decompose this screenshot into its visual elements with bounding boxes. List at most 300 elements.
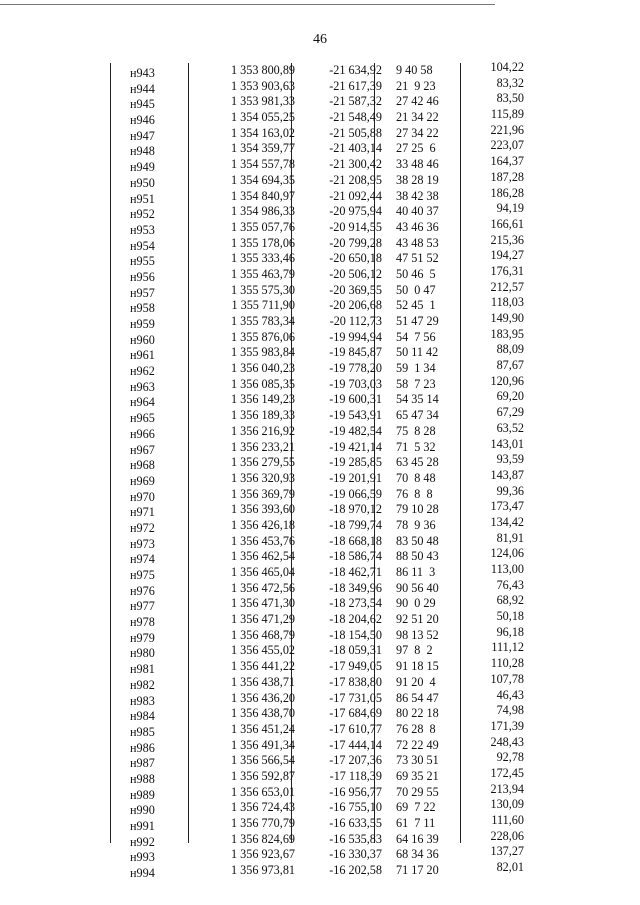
point-id: н971 <box>130 505 155 520</box>
segment-length: 107,78 <box>490 671 524 686</box>
y-coordinate: -17 731,05 <box>329 690 382 705</box>
x-coordinate: 1 356 462,54 <box>231 549 295 564</box>
x-coordinate: 1 356 465,04 <box>231 565 295 579</box>
table-row <box>110 765 530 786</box>
x-coordinate: 1 356 441,22 <box>231 659 295 674</box>
point-id: н979 <box>130 630 155 645</box>
x-coordinate: 1 354 986,33 <box>231 204 295 219</box>
y-coordinate: -21 587,32 <box>329 94 382 109</box>
y-coordinate: -19 994,94 <box>329 329 382 344</box>
page-number: 46 <box>313 32 327 47</box>
y-coordinate: -17 838,80 <box>329 674 382 689</box>
segment-length: 68,92 <box>496 593 524 608</box>
y-coordinate: -19 600,31 <box>329 392 382 407</box>
y-coordinate: -17 118,39 <box>329 768 382 783</box>
direction-angle: 61 7 11 <box>396 816 436 830</box>
direction-angle: 78 9 36 <box>396 517 436 532</box>
y-coordinate: -18 273,54 <box>329 596 382 611</box>
table-row <box>110 420 530 441</box>
direction-angle: 27 42 46 <box>396 94 439 109</box>
direction-angle: 91 20 4 <box>396 674 436 689</box>
segment-length: 187,28 <box>490 169 524 184</box>
segment-length: 149,90 <box>490 311 524 325</box>
x-coordinate: 1 354 055,25 <box>231 110 295 125</box>
x-coordinate: 1 356 653,01 <box>231 784 295 799</box>
x-coordinate: 1 355 463,79 <box>231 266 295 281</box>
direction-angle: 9 40 58 <box>396 63 433 77</box>
segment-length: 82,01 <box>496 860 524 875</box>
y-coordinate: -21 617,39 <box>329 78 382 93</box>
y-coordinate: -18 059,31 <box>329 643 382 658</box>
direction-angle: 73 30 51 <box>396 753 439 768</box>
x-coordinate: 1 356 438,71 <box>231 674 295 689</box>
segment-length: 113,00 <box>490 562 524 576</box>
x-coordinate: 1 355 783,34 <box>231 314 295 328</box>
point-id: н992 <box>130 834 155 849</box>
x-coordinate: 1 356 491,34 <box>231 737 295 752</box>
point-id: н959 <box>130 317 155 331</box>
point-id: н943 <box>130 66 155 80</box>
segment-length: 183,95 <box>490 326 524 341</box>
x-coordinate: 1 354 694,35 <box>231 172 295 187</box>
segment-length: 94,19 <box>496 201 524 216</box>
point-id: н955 <box>130 254 155 269</box>
y-coordinate: -21 208,95 <box>329 172 382 187</box>
direction-angle: 97 8 2 <box>396 643 433 658</box>
table-row <box>110 797 530 818</box>
direction-angle: 43 46 36 <box>396 219 439 234</box>
point-id: н986 <box>130 740 155 755</box>
point-id: н983 <box>130 693 155 708</box>
segment-length: 228,06 <box>490 828 524 843</box>
table-row <box>110 373 530 394</box>
segment-length: 74,98 <box>496 703 524 718</box>
y-coordinate: -21 092,44 <box>329 188 382 203</box>
table-row <box>110 185 530 206</box>
point-id: н967 <box>130 442 155 457</box>
y-coordinate: -18 349,96 <box>329 580 382 595</box>
segment-length: 143,87 <box>490 467 524 482</box>
x-coordinate: 1 355 333,46 <box>231 251 295 266</box>
y-coordinate: -17 207,36 <box>329 753 382 768</box>
y-coordinate: -16 633,55 <box>329 816 382 830</box>
segment-length: 99,36 <box>496 483 524 498</box>
table-row <box>110 154 530 175</box>
point-id: н962 <box>130 364 155 379</box>
table-row <box>110 593 530 614</box>
point-id: н944 <box>130 81 155 96</box>
direction-angle: 50 46 5 <box>396 266 436 281</box>
direction-angle: 76 8 8 <box>396 486 433 501</box>
point-id: н988 <box>130 771 155 786</box>
y-coordinate: -19 845,87 <box>329 345 382 360</box>
x-coordinate: 1 356 468,79 <box>231 627 295 642</box>
x-coordinate: 1 356 426,18 <box>231 517 295 532</box>
y-coordinate: -21 505,88 <box>329 125 382 140</box>
direction-angle: 38 42 38 <box>396 188 439 203</box>
table-row <box>110 326 530 347</box>
table-row <box>110 342 530 363</box>
y-coordinate: -18 799,74 <box>329 517 382 532</box>
point-id: н947 <box>130 128 155 143</box>
point-id: н957 <box>130 285 155 300</box>
x-coordinate: 1 356 724,43 <box>231 800 295 815</box>
direction-angle: 90 56 40 <box>396 580 439 595</box>
x-coordinate: 1 356 770,79 <box>231 816 295 830</box>
table-row <box>110 577 530 598</box>
y-coordinate: -17 610,77 <box>329 721 382 736</box>
y-coordinate: -16 755,10 <box>329 800 382 815</box>
direction-angle: 70 29 55 <box>396 784 439 799</box>
segment-length: 92,78 <box>496 750 524 765</box>
table-row <box>110 781 530 802</box>
point-id: н994 <box>130 866 155 881</box>
direction-angle: 59 1 34 <box>396 361 436 376</box>
point-id: н966 <box>130 426 155 441</box>
point-id: н952 <box>130 207 155 222</box>
segment-length: 186,28 <box>490 185 524 200</box>
x-coordinate: 1 356 436,20 <box>231 690 295 705</box>
segment-length: 81,91 <box>496 530 524 545</box>
table-row <box>110 216 530 237</box>
y-coordinate: -16 202,58 <box>329 863 382 878</box>
x-coordinate: 1 355 711,90 <box>231 298 295 313</box>
table-row <box>110 546 530 567</box>
x-coordinate: 1 356 973,81 <box>231 863 295 878</box>
table-row <box>110 499 530 520</box>
x-coordinate: 1 356 320,93 <box>231 470 295 485</box>
x-coordinate: 1 356 369,79 <box>231 486 295 501</box>
point-id: н969 <box>130 473 155 488</box>
point-id: н965 <box>130 411 155 426</box>
direction-angle: 52 45 1 <box>396 298 436 313</box>
segment-length: 118,03 <box>490 295 524 310</box>
segment-length: 46,43 <box>496 687 524 702</box>
y-coordinate: -16 330,37 <box>329 847 382 862</box>
direction-angle: 88 50 43 <box>396 549 439 564</box>
point-id: н972 <box>130 520 155 535</box>
y-coordinate: -19 201,91 <box>329 470 382 485</box>
direction-angle: 98 13 52 <box>396 627 439 642</box>
point-id: н960 <box>130 332 155 347</box>
segment-length: 110,28 <box>490 656 524 671</box>
direction-angle: 65 47 34 <box>396 408 439 423</box>
direction-angle: 92 51 20 <box>396 612 439 627</box>
table-row <box>110 75 530 96</box>
direction-angle: 83 50 48 <box>396 533 439 548</box>
point-id: н953 <box>130 222 155 237</box>
point-id: н975 <box>130 568 155 582</box>
y-coordinate: -18 154,50 <box>329 627 382 642</box>
x-coordinate: 1 356 438,70 <box>231 706 295 721</box>
segment-length: 63,52 <box>496 420 524 435</box>
segment-length: 69,20 <box>496 389 524 404</box>
direction-angle: 38 28 19 <box>396 172 439 187</box>
table-row <box>110 844 530 865</box>
x-coordinate: 1 356 279,55 <box>231 455 295 470</box>
table-row <box>110 813 530 833</box>
point-id: н990 <box>130 803 155 818</box>
table-row <box>110 656 530 677</box>
y-coordinate: -21 548,49 <box>329 110 382 125</box>
direction-angle: 79 10 28 <box>396 502 439 517</box>
x-coordinate: 1 355 575,30 <box>231 282 295 297</box>
segment-length: 173,47 <box>490 499 524 514</box>
y-coordinate: -17 949,05 <box>329 659 382 674</box>
y-coordinate: -19 778,20 <box>329 361 382 376</box>
table-row <box>110 640 530 661</box>
direction-angle: 54 35 14 <box>396 392 439 407</box>
direction-angle: 75 8 28 <box>396 423 436 438</box>
y-coordinate: -17 444,14 <box>329 737 382 752</box>
direction-angle: 40 40 37 <box>396 204 439 219</box>
direction-angle: 69 7 22 <box>396 800 436 815</box>
point-id: н980 <box>130 646 155 661</box>
table-row <box>110 358 530 379</box>
y-coordinate: -18 462,71 <box>329 565 382 579</box>
point-id: н954 <box>130 238 155 253</box>
y-coordinate: -18 586,74 <box>329 549 382 564</box>
table-row <box>110 279 530 300</box>
y-coordinate: -21 403,14 <box>329 141 382 156</box>
x-coordinate: 1 356 085,35 <box>231 376 295 391</box>
segment-length: 104,22 <box>490 60 524 74</box>
table-row <box>110 60 530 80</box>
direction-angle: 21 9 23 <box>396 78 436 93</box>
table-row <box>110 436 530 457</box>
direction-angle: 91 18 15 <box>396 659 439 674</box>
x-coordinate: 1 356 566,54 <box>231 753 295 768</box>
point-id: н958 <box>130 301 155 316</box>
segment-length: 115,89 <box>490 107 524 122</box>
point-id: н978 <box>130 615 155 630</box>
point-id: н984 <box>130 709 155 724</box>
x-coordinate: 1 356 824,69 <box>231 831 295 846</box>
segment-length: 164,37 <box>490 154 524 169</box>
x-coordinate: 1 356 455,02 <box>231 643 295 658</box>
y-coordinate: -17 684,69 <box>329 706 382 721</box>
x-coordinate: 1 356 149,23 <box>231 392 295 407</box>
x-coordinate: 1 356 233,21 <box>231 439 295 454</box>
x-coordinate: 1 355 178,06 <box>231 235 295 250</box>
x-coordinate: 1 354 840,97 <box>231 188 295 203</box>
table-row <box>110 201 530 222</box>
table-row <box>110 860 530 881</box>
direction-angle: 69 35 21 <box>396 768 439 783</box>
table-row <box>110 703 530 724</box>
direction-angle: 21 34 22 <box>396 110 439 125</box>
table-row <box>110 750 530 771</box>
table-row <box>110 483 530 504</box>
point-id: н964 <box>130 395 155 410</box>
y-coordinate: -21 634,92 <box>329 63 382 77</box>
y-coordinate: -19 285,85 <box>329 455 382 470</box>
segment-length: 212,57 <box>490 279 524 294</box>
x-coordinate: 1 356 453,76 <box>231 533 295 548</box>
x-coordinate: 1 356 216,92 <box>231 423 295 438</box>
point-id: н974 <box>130 552 155 567</box>
segment-length: 124,06 <box>490 546 524 561</box>
point-id: н951 <box>130 191 155 206</box>
y-coordinate: -19 421,14 <box>329 439 382 454</box>
point-id: н993 <box>130 850 155 865</box>
y-coordinate: -18 970,12 <box>329 502 382 517</box>
coordinates-table <box>110 60 530 881</box>
point-id: н970 <box>130 489 155 504</box>
segment-length: 223,07 <box>490 138 524 153</box>
y-coordinate: -20 112,73 <box>329 314 382 328</box>
y-coordinate: -20 650,18 <box>329 251 382 266</box>
y-coordinate: -19 543,91 <box>329 408 382 423</box>
x-coordinate: 1 353 981,33 <box>231 94 295 109</box>
segment-length: 130,09 <box>490 797 524 812</box>
y-coordinate: -20 914,55 <box>329 219 382 234</box>
y-coordinate: -20 206,68 <box>329 298 382 313</box>
x-coordinate: 1 355 057,76 <box>231 219 295 234</box>
y-coordinate: -21 300,42 <box>329 157 382 172</box>
table-row <box>110 122 530 143</box>
segment-length: 143,01 <box>490 436 524 451</box>
direction-angle: 90 0 29 <box>396 596 436 611</box>
y-coordinate: -19 482,54 <box>329 423 382 438</box>
table-row <box>110 91 530 112</box>
x-coordinate: 1 356 592,87 <box>231 768 295 783</box>
direction-angle: 58 7 23 <box>396 376 436 391</box>
x-coordinate: 1 356 393,60 <box>231 502 295 517</box>
direction-angle: 76 28 8 <box>396 721 436 736</box>
point-id: н982 <box>130 677 155 692</box>
x-coordinate: 1 356 451,24 <box>231 721 295 736</box>
segment-length: 88,09 <box>496 342 524 357</box>
table-row <box>110 138 530 159</box>
direction-angle: 86 11 3 <box>396 565 436 579</box>
table-row <box>110 295 530 316</box>
point-id: н981 <box>130 662 155 677</box>
table-row <box>110 687 530 708</box>
x-coordinate: 1 353 903,63 <box>231 78 295 93</box>
direction-angle: 80 22 18 <box>396 706 439 721</box>
segment-length: 248,43 <box>490 734 524 749</box>
table-row <box>110 609 530 630</box>
y-coordinate: -16 535,83 <box>329 831 382 846</box>
direction-angle: 68 34 36 <box>396 847 439 862</box>
x-coordinate: 1 356 189,33 <box>231 408 295 423</box>
point-id: н950 <box>130 175 155 190</box>
point-id: н976 <box>130 583 155 598</box>
table-row <box>110 671 530 692</box>
x-coordinate: 1 354 557,78 <box>231 157 295 172</box>
x-coordinate: 1 354 163,02 <box>231 125 295 140</box>
x-coordinate: 1 355 876,06 <box>231 329 295 344</box>
table-row <box>110 311 530 331</box>
point-id: н949 <box>130 160 155 175</box>
y-coordinate: -20 369,55 <box>329 282 382 297</box>
direction-angle: 47 51 52 <box>396 251 439 266</box>
segment-length: 194,27 <box>490 248 524 263</box>
table-row <box>110 389 530 410</box>
x-coordinate: 1 354 359,77 <box>231 141 295 156</box>
point-id: н987 <box>130 756 155 771</box>
segment-length: 111,12 <box>491 640 524 655</box>
point-id: н945 <box>130 97 155 112</box>
direction-angle: 50 11 42 <box>396 345 439 360</box>
point-id: н968 <box>130 458 155 473</box>
table-row <box>110 232 530 253</box>
table-row <box>110 530 530 551</box>
x-coordinate: 1 356 923,67 <box>231 847 295 862</box>
direction-angle: 51 47 29 <box>396 314 439 328</box>
point-id: н956 <box>130 269 155 284</box>
direction-angle: 50 0 47 <box>396 282 436 297</box>
segment-length: 172,45 <box>490 765 524 780</box>
y-coordinate: -16 956,77 <box>329 784 382 799</box>
segment-length: 134,42 <box>490 514 524 529</box>
segment-length: 176,31 <box>490 263 524 278</box>
table-row <box>110 405 530 426</box>
table-row <box>110 467 530 488</box>
segment-length: 50,18 <box>496 609 524 624</box>
segment-length: 67,29 <box>496 405 524 420</box>
table-row <box>110 248 530 269</box>
segment-length: 137,27 <box>490 844 524 859</box>
y-coordinate: -19 703,03 <box>329 376 382 391</box>
x-coordinate: 1 356 471,29 <box>231 612 295 627</box>
direction-angle: 70 8 48 <box>396 470 436 485</box>
direction-angle: 63 45 28 <box>396 455 439 470</box>
segment-length: 87,67 <box>496 358 524 373</box>
segment-length: 93,59 <box>496 452 524 467</box>
point-id: н963 <box>130 379 155 394</box>
segment-length: 111,60 <box>491 813 524 827</box>
y-coordinate: -19 066,59 <box>329 486 382 501</box>
direction-angle: 33 48 46 <box>396 157 439 172</box>
x-coordinate: 1 356 040,23 <box>231 361 295 376</box>
direction-angle: 72 22 49 <box>396 737 439 752</box>
point-id: н991 <box>130 819 155 833</box>
y-coordinate: -20 506,12 <box>329 266 382 281</box>
point-id: н977 <box>130 599 155 614</box>
segment-length: 166,61 <box>490 216 524 231</box>
direction-angle: 71 5 32 <box>396 439 436 454</box>
direction-angle: 86 54 47 <box>396 690 439 705</box>
top-rule <box>0 4 495 5</box>
table-row <box>110 562 530 582</box>
y-coordinate: -18 204,62 <box>329 612 382 627</box>
direction-angle: 71 17 20 <box>396 863 439 878</box>
direction-angle: 54 7 56 <box>396 329 436 344</box>
x-coordinate: 1 356 471,30 <box>231 596 295 611</box>
table-row <box>110 169 530 190</box>
table-row <box>110 514 530 535</box>
segment-length: 96,18 <box>496 624 524 639</box>
segment-length: 213,94 <box>490 781 524 796</box>
table-row <box>110 107 530 128</box>
point-id: н948 <box>130 144 155 159</box>
segment-length: 171,39 <box>490 718 524 733</box>
table-row <box>110 452 530 473</box>
point-id: н973 <box>130 536 155 551</box>
segment-length: 215,36 <box>490 232 524 247</box>
direction-angle: 43 48 53 <box>396 235 439 250</box>
x-coordinate: 1 353 800,89 <box>231 63 295 77</box>
table-row <box>110 718 530 739</box>
table-row <box>110 263 530 284</box>
segment-length: 83,32 <box>496 75 524 90</box>
table-row <box>110 734 530 755</box>
table-row <box>110 828 530 849</box>
direction-angle: 64 16 39 <box>396 831 439 846</box>
y-coordinate: -20 799,28 <box>329 235 382 250</box>
